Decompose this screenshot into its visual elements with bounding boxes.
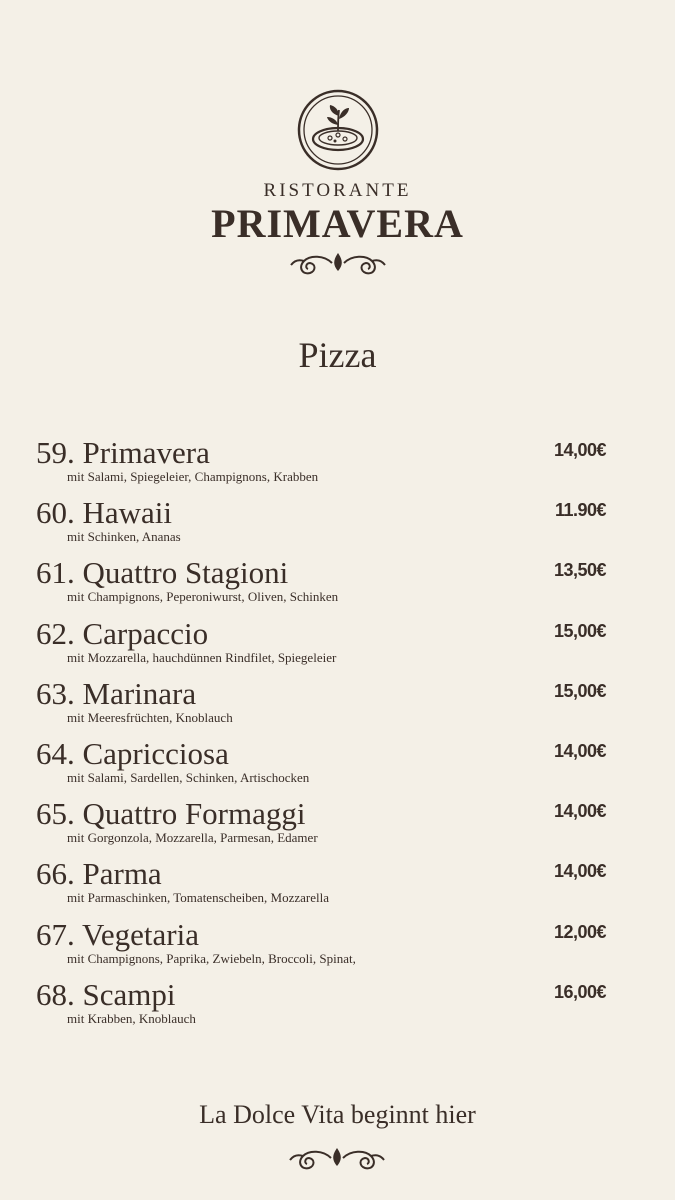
menu-list — [36, 436, 616, 1038]
menu-item-name: 60. Hawaii — [36, 495, 173, 531]
menu-item-name: 64. Capricciosa — [36, 735, 229, 771]
menu-item-description: mit Gorgonzola, Mozzarella, Parmesan, Edamer — [67, 830, 318, 846]
menu-item-name: 67. Vegetaria — [36, 916, 199, 952]
menu-item — [36, 436, 616, 496]
menu-item-price: 14,00€ — [553, 440, 606, 460]
menu-item-price: 14,00€ — [553, 861, 606, 882]
menu-item-price: 16,00€ — [553, 981, 606, 1002]
menu-item-description: mit Salami, Spiegeleier, Champignons, Krabben — [67, 469, 319, 484]
menu-item — [36, 677, 616, 737]
menu-item-name: 63. Marinara — [36, 675, 197, 711]
menu-item-price: 15,00€ — [553, 680, 606, 701]
menu-item-price: 13,50€ — [553, 560, 606, 581]
restaurant-logo — [0, 88, 675, 279]
menu-item — [36, 617, 616, 677]
menu-item — [36, 857, 616, 917]
menu-item-price: 14,00€ — [553, 740, 606, 761]
menu-item — [36, 556, 616, 616]
flourish-ornament-icon — [287, 1144, 387, 1174]
menu-item — [36, 918, 616, 978]
pizza-plant-emblem-icon — [296, 88, 380, 172]
menu-item-description: mit Champignons, Peperoniwurst, Oliven, Schinken — [67, 589, 339, 605]
menu-item-name: 65. Quattro Formaggi — [36, 796, 306, 832]
menu-item-name: 61. Quattro Stagioni — [36, 555, 289, 591]
menu-item-description: mit Parmaschinken, Tomatenscheiben, Mozzarella — [67, 890, 330, 906]
section-title-pizza: Pizza — [298, 335, 377, 375]
menu-item — [36, 737, 616, 797]
brand-line-ristorante: RISTORANTE — [263, 180, 412, 201]
menu-item-name: 66. Parma — [36, 856, 162, 892]
menu-item — [36, 797, 616, 857]
menu-item-description: mit Krabben, Knoblauch — [67, 1010, 196, 1026]
menu-item-price: 11.90€ — [554, 500, 606, 521]
menu-item — [36, 496, 616, 556]
menu-item-description: mit Schinken, Ananas — [67, 529, 181, 545]
menu-item-description: mit Meeresfrüchten, Knoblauch — [67, 709, 233, 725]
menu-item-description: mit Salami, Sardellen, Schinken, Artischocken — [67, 769, 310, 785]
menu-item-price: 14,00€ — [553, 801, 606, 822]
brand-line-primavera: PRIMAVERA — [211, 201, 464, 246]
menu-item-name: 68. Scampi — [36, 976, 176, 1012]
menu-item-price: 15,00€ — [553, 620, 606, 641]
menu-item-price: 12,00€ — [553, 921, 606, 942]
menu-item-description: mit Mozzarella, hauchdünnen Rindfilet, Spiegeleier — [67, 649, 337, 665]
footer-tagline: La Dolce Vita beginnt hier — [199, 1100, 476, 1129]
flourish-ornament-icon — [288, 249, 388, 279]
menu-item-name: 62. Carpaccio — [36, 615, 209, 651]
menu-item-description: mit Champignons, Paprika, Zwiebeln, Broccoli, Spinat, — [67, 950, 356, 966]
menu-item — [36, 978, 616, 1038]
menu-item-name: 59. Primavera — [36, 435, 210, 470]
